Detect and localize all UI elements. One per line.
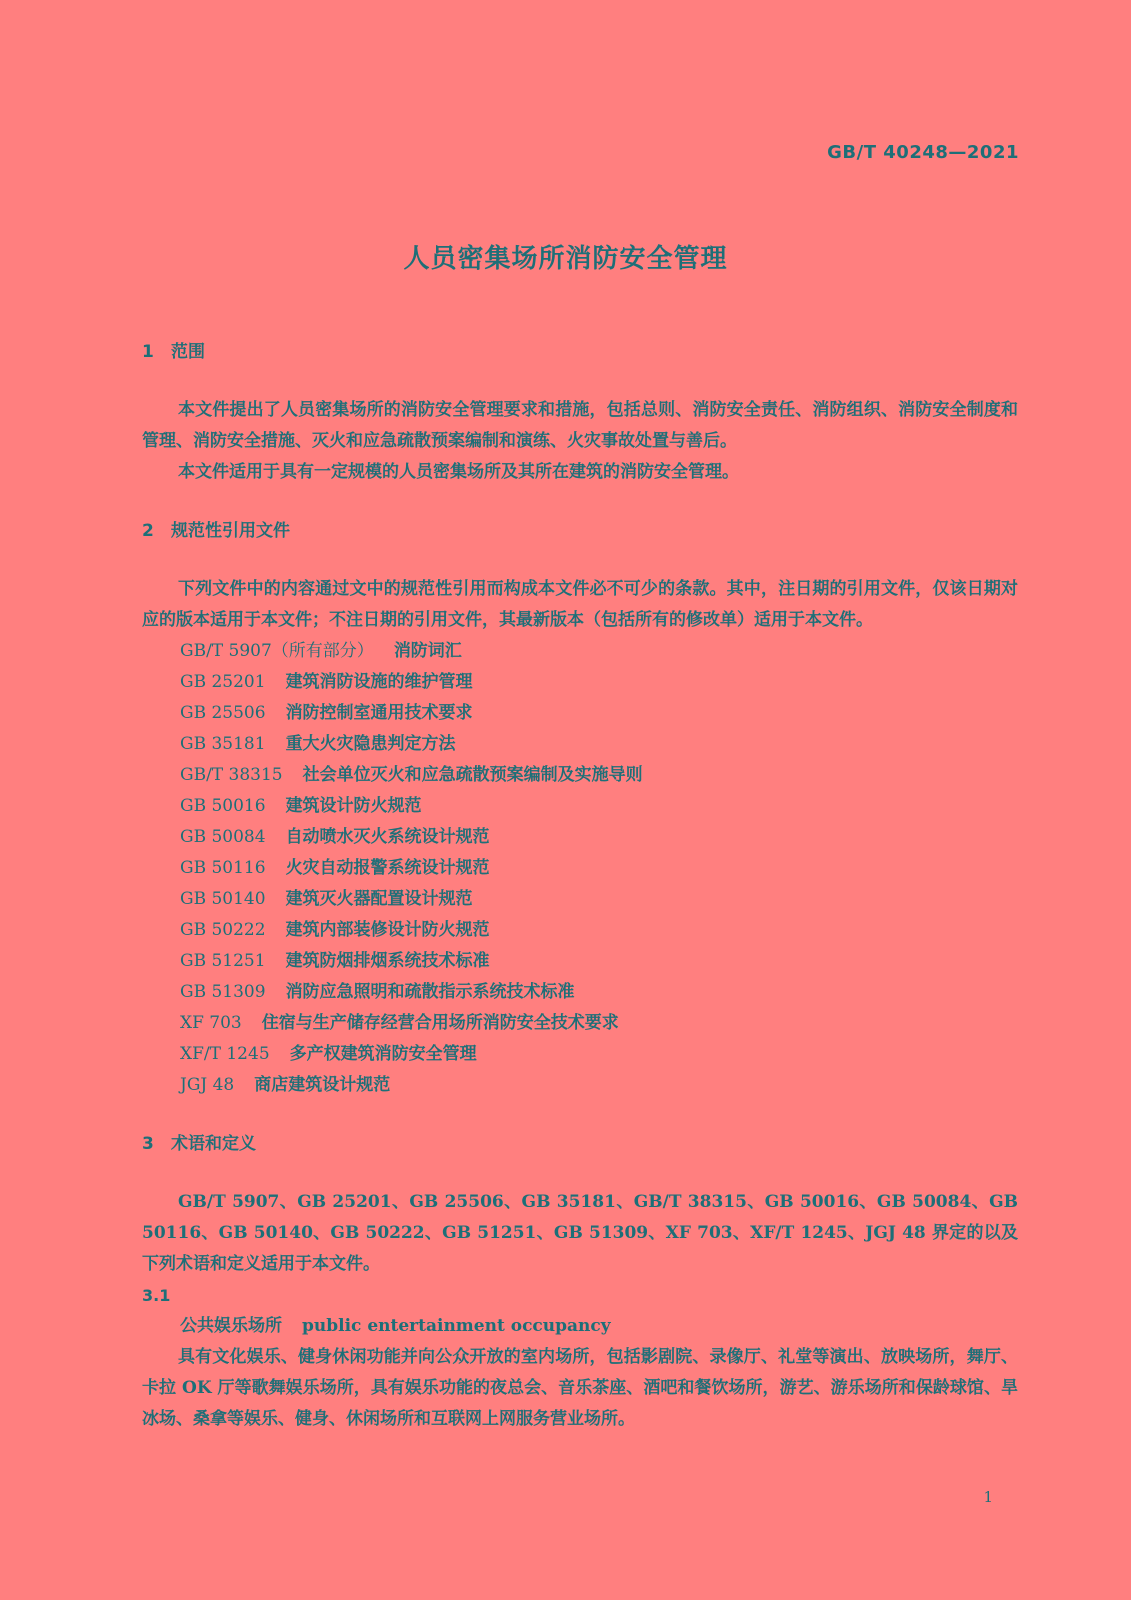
reference-title: 多产权建筑消防安全管理 <box>289 1044 477 1064</box>
page-number: 1 <box>983 1488 993 1506</box>
reference-item <box>142 977 1018 1008</box>
reference-item <box>142 946 1018 977</box>
section-heading-normative-refs <box>142 516 1018 547</box>
reference-item <box>142 698 1018 729</box>
section-heading-terms <box>142 1129 1018 1160</box>
section-title: 规范性引用文件 <box>171 521 290 541</box>
reference-title: 消防应急照明和疏散指示系统技术标准 <box>285 982 575 1002</box>
reference-item <box>142 791 1018 822</box>
reference-code: GB 51309 <box>180 982 266 1002</box>
document-title: 人员密集场所消防安全管理 <box>403 244 728 274</box>
reference-item <box>142 760 1018 791</box>
reference-title: 消防词汇 <box>393 641 462 661</box>
reference-item <box>142 822 1018 853</box>
section-number: 2 <box>142 521 154 541</box>
normative-refs-intro: 下列文件中的内容通过文中的规范性引用而构成本文件必不可少的条款。其中，注日期的引用文件，仅该日期对应的版本适用于本文件；不注日期的引用文件，其最新版本（包括所有的修改单）适用于本文件。 <box>142 579 1018 630</box>
reference-item <box>142 884 1018 915</box>
reference-item <box>142 1039 1018 1070</box>
document-body <box>142 337 1018 1435</box>
reference-item <box>142 1008 1018 1039</box>
reference-item <box>142 853 1018 884</box>
reference-code: XF 703 <box>180 1013 242 1033</box>
reference-title: 建筑防烟排烟系统技术标准 <box>285 951 490 971</box>
section-title: 术语和定义 <box>171 1134 256 1154</box>
reference-title: 商店建筑设计规范 <box>254 1075 391 1095</box>
term-name-en: public entertainment occupancy <box>302 1316 611 1336</box>
reference-code: GB 50140 <box>180 889 266 909</box>
reference-code: GB 50084 <box>180 827 266 847</box>
reference-item <box>142 667 1018 698</box>
reference-code: GB/T 5907（所有部分） <box>180 641 374 661</box>
reference-title: 消防控制室通用技术要求 <box>285 703 473 723</box>
scope-paragraph: 本文件提出了人员密集场所的消防安全管理要求和措施，包括总则、消防安全责任、消防组织、消防安全制度和管理、消防安全措施、灭火和应急疏散预案编制和演练、火灾事故处置与善后。 <box>142 400 1018 451</box>
reference-code: XF/T 1245 <box>180 1044 270 1064</box>
reference-code: GB 25506 <box>180 703 266 723</box>
reference-item <box>142 636 1018 667</box>
section-title: 范围 <box>171 342 205 362</box>
term-name-line <box>142 1311 1018 1342</box>
reference-code: GB 50222 <box>180 920 266 940</box>
standard-number: GB/T 40248—2021 <box>827 142 1019 163</box>
reference-list <box>142 636 1018 1101</box>
term-number: 3.1 <box>142 1286 171 1305</box>
term-name-zh: 公共娱乐场所 <box>180 1316 282 1336</box>
reference-title: 建筑设计防火规范 <box>285 796 422 816</box>
reference-title: 建筑灭火器配置设计规范 <box>285 889 473 909</box>
section-heading-scope <box>142 337 1018 368</box>
section-number: 3 <box>142 1134 154 1154</box>
reference-title: 火灾自动报警系统设计规范 <box>285 858 490 878</box>
reference-code: GB/T 38315 <box>180 765 283 785</box>
term-definition: 具有文化娱乐、健身休闲功能并向公众开放的室内场所，包括影剧院、录像厅、礼堂等演出、放映场所，舞厅、卡拉 OK 厅等歌舞娱乐场所，具有娱乐功能的夜总会、音乐茶座、酒吧和餐饮场所，游艺、游乐场所和保龄球馆、旱冰场、桑拿等娱乐、健身、休闲场所和互联网上网服务营业场所。 <box>142 1347 1018 1429</box>
section-number: 1 <box>142 342 154 362</box>
reference-code: GB 51251 <box>180 951 266 971</box>
reference-title: 建筑消防设施的维护管理 <box>285 672 473 692</box>
reference-title: 住宿与生产储存经营合用场所消防安全技术要求 <box>261 1013 619 1033</box>
reference-title: 社会单位灭火和应急疏散预案编制及实施导则 <box>302 765 643 785</box>
terms-intro: GB/T 5907、GB 25201、GB 25506、GB 35181、GB/T 38315、GB 50016、GB 50084、GB 50116、GB 50140、GB 50222、GB 51251、GB 51309、XF 703、XF/T 1245、JGJ 48 界定的以及下列术语和定义适用于本文件。 <box>142 1192 1018 1274</box>
reference-title: 自动喷水灭火系统设计规范 <box>285 827 490 847</box>
reference-code: GB 50016 <box>180 796 266 816</box>
reference-code: GB 25201 <box>180 672 266 692</box>
reference-title: 建筑内部装修设计防火规范 <box>285 920 490 940</box>
reference-item <box>142 915 1018 946</box>
scope-paragraph: 本文件适用于具有一定规模的人员密集场所及其所在建筑的消防安全管理。 <box>178 462 739 482</box>
reference-item <box>142 1070 1018 1101</box>
reference-title: 重大火灾隐患判定方法 <box>285 734 456 754</box>
reference-code: GB 50116 <box>180 858 266 878</box>
reference-code: GB 35181 <box>180 734 266 754</box>
reference-item <box>142 729 1018 760</box>
reference-code: JGJ 48 <box>180 1075 235 1095</box>
